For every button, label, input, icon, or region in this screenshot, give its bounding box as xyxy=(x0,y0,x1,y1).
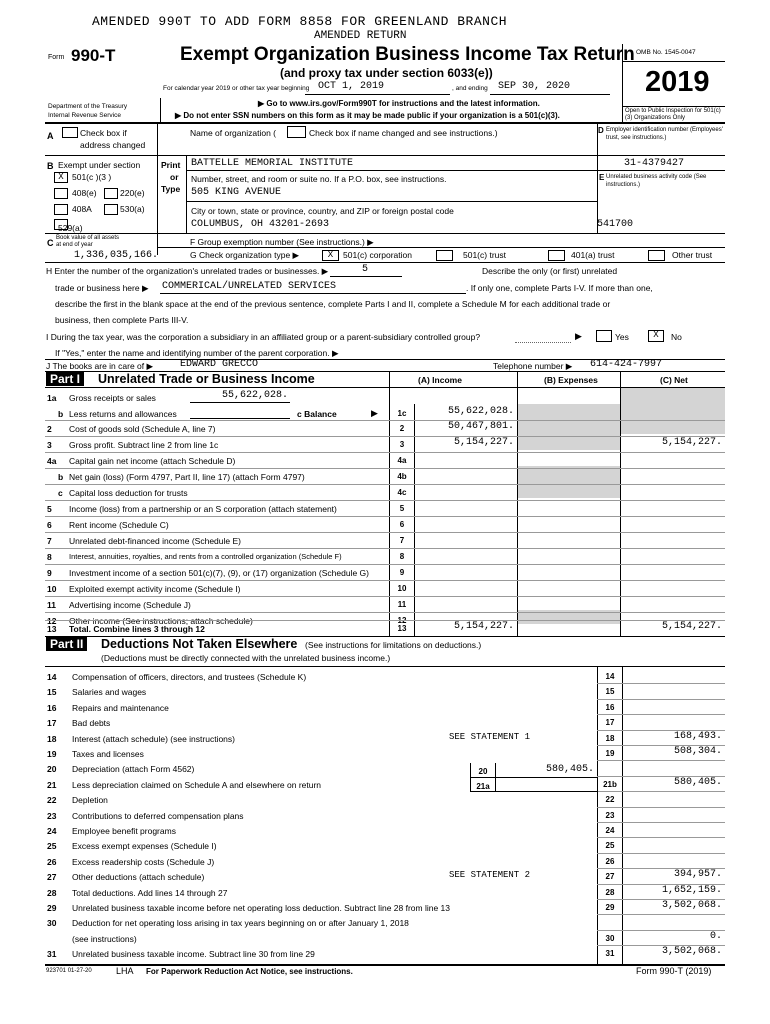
line-30-box: 30 xyxy=(605,933,615,943)
line-3-num: 3 xyxy=(47,440,52,450)
line-27-amount[interactable]: 394,957. xyxy=(673,869,722,881)
line-21b-box: 21b xyxy=(603,779,617,789)
line-8-text: Interest, annuities, royalties, and rents from a controlled organization (Schedule F) xyxy=(69,552,342,561)
line-5-text: Income (loss) from a partnership or an S corporation (attach statement) xyxy=(69,504,337,514)
exempt-under-text: Exempt under section xyxy=(58,160,141,170)
row-divider xyxy=(45,580,725,581)
line-row16-text: Deduction for net operating loss arising in tax years beginning on or after January 1, 2018 xyxy=(72,918,409,929)
line-7-num: 7 xyxy=(47,536,52,546)
line-11-box: 11 xyxy=(397,600,407,609)
form-number: 990-T xyxy=(71,46,116,65)
line-27-text: Other deductions (attach schedule) xyxy=(72,872,205,883)
telephone-value[interactable]: 614-424-7997 xyxy=(590,359,663,370)
activity-code-label: Unrelated business activity code (See instructions.) xyxy=(606,174,707,188)
print-label: Print xyxy=(161,160,181,170)
line-2-box: 2 xyxy=(399,424,405,433)
line-h-instructions: describe the first in the blank space at the end of the previous sentence, complete Parts I and II, complete a Schedule M for each additional trade or xyxy=(55,299,611,309)
part2-subtitle: (Deductions must be directly connected with the unrelated business income.) xyxy=(101,653,391,663)
row-divider xyxy=(597,853,725,854)
line-15-num: 15 xyxy=(47,687,57,698)
part2-title: Deductions Not Taken Elsewhere xyxy=(101,637,298,651)
line-row16-num: 30 xyxy=(47,918,57,929)
line-13-num: 13 xyxy=(47,624,57,634)
section-408e-checkbox[interactable] xyxy=(54,188,68,199)
part1-title: Unrelated Trade or Business Income xyxy=(98,372,315,386)
line-29-text: Unrelated business taxable income before net operating loss deduction. Subtract line 28 from line 13 xyxy=(72,903,451,913)
col-a-header: (A) Income xyxy=(418,375,462,385)
type-401a-trust-label: 401(a) trust xyxy=(571,250,615,260)
line-28-box: 28 xyxy=(605,887,615,897)
type-other-trust-checkbox[interactable] xyxy=(648,250,665,261)
line-13-income[interactable]: 5,154,227. xyxy=(453,621,514,632)
line-8-num: 8 xyxy=(47,552,52,562)
line-2-num: 2 xyxy=(47,424,52,434)
line-30-amount[interactable]: 0. xyxy=(709,930,722,942)
line-22-text: Depletion xyxy=(72,795,108,806)
line-27-box: 27 xyxy=(605,872,615,882)
line-12-box: 12 xyxy=(397,616,407,625)
section-501c-label: 501(c )(3 ) xyxy=(72,172,112,182)
line-26-box: 26 xyxy=(605,856,615,866)
line-9-num: 9 xyxy=(47,568,52,578)
line-16-box: 16 xyxy=(605,702,615,712)
row-divider xyxy=(45,420,725,421)
name-changed-text: Check box if name changed and see instructions.) xyxy=(309,128,498,138)
type-501c-trust-label: 501(c) trust xyxy=(463,250,506,260)
section-408e-label: 408(e) xyxy=(72,188,97,198)
open-to-public: Open to Public Inspection for 501(c)(3) Organizations Only xyxy=(625,108,721,121)
line-21b-amount[interactable]: 580,405. xyxy=(673,776,722,788)
balance-arrow-icon: ▶ xyxy=(371,408,378,418)
row-divider xyxy=(597,714,725,715)
street-value[interactable]: 505 KING AVENUE xyxy=(191,187,282,198)
line-row6-num: 20 xyxy=(47,764,57,775)
line-12-text: Other income (See instructions; attach schedule) xyxy=(69,616,253,626)
line-15-text: Salaries and wages xyxy=(72,687,147,698)
line-14-text: Compensation of officers, directors, and trustees (Schedule K) xyxy=(72,672,307,682)
line-row6-text: Depreciation (attach Form 4562) xyxy=(72,764,195,775)
col-c-header: (C) Net xyxy=(660,375,688,385)
footer-form-ref: Form 990-T (2019) xyxy=(636,966,712,976)
row-divider xyxy=(45,452,725,453)
line-31-text: Unrelated business taxable income. Subtract line 30 from line 29 xyxy=(72,949,315,960)
activity-code-value[interactable]: 541700 xyxy=(597,219,634,230)
line-23-box: 23 xyxy=(605,810,615,820)
row-divider xyxy=(45,500,725,501)
row-divider xyxy=(45,516,725,517)
line-11-text: Advertising income (Schedule J) xyxy=(69,600,191,610)
footer-lha: LHA xyxy=(116,966,134,976)
book-value-text1: Book value of all assets xyxy=(56,235,120,241)
row-divider xyxy=(45,612,725,613)
line-10-num: 10 xyxy=(47,584,57,594)
line-24-text: Employee benefit programs xyxy=(72,826,176,836)
line-i-arrow-icon: ▶ xyxy=(575,331,582,341)
goto-instructions: ▶ Go to www.irs.gov/Form990T for instructions and the latest information. xyxy=(258,99,540,108)
type-501c-corp-label: 501(c) corporation xyxy=(343,250,412,260)
line-b-label: B xyxy=(47,161,54,171)
irs: Internal Revenue Service xyxy=(48,112,121,119)
line-13-net[interactable]: 5,154,227. xyxy=(661,621,722,632)
line-i-text: I During the tax year, was the corporation a subsidiary in an affiliated group or a parent-subsidiary controlled group? xyxy=(46,332,481,342)
line-25-num: 25 xyxy=(47,841,57,852)
line-20-value[interactable]: 580,405. xyxy=(545,764,594,775)
line-15-box: 15 xyxy=(605,687,615,697)
line-1c-balance-label: c Balance xyxy=(297,409,337,419)
line-3-box: 3 xyxy=(399,440,405,449)
line-1b-num: b xyxy=(58,409,64,419)
line-2-text: Cost of goods sold (Schedule A, line 7) xyxy=(69,424,216,434)
line-8-box: 8 xyxy=(399,552,405,561)
line-h-value[interactable]: 5 xyxy=(362,264,369,275)
city-value[interactable]: COLUMBUS, OH 43201-2693 xyxy=(191,219,330,230)
line-i-no-checkbox[interactable]: X xyxy=(648,330,664,342)
line-4c-num: c xyxy=(58,488,63,498)
line-1b-text: Less returns and allowances xyxy=(69,409,177,419)
line-17-num: 17 xyxy=(47,718,57,729)
line-22-num: 22 xyxy=(47,795,57,806)
line-17-box: 17 xyxy=(605,718,615,728)
line-a-label: A xyxy=(47,131,54,141)
org-name-label: Name of organization ( xyxy=(190,128,276,138)
line-4a-box: 4a xyxy=(397,456,407,465)
form-word: Form xyxy=(48,54,65,61)
line-27-num: 27 xyxy=(47,872,57,883)
amended-banner: AMENDED 990T TO ADD FORM 8858 FOR GREENLAND BRANCH xyxy=(92,14,508,29)
section-220e-label: 220(e) xyxy=(120,188,145,198)
line-2-income[interactable]: 50,467,801. xyxy=(447,421,514,432)
line-23-num: 23 xyxy=(47,810,57,821)
line-12-num: 12 xyxy=(47,616,57,626)
department: Department of the Treasury xyxy=(48,103,128,110)
address-changed-text2: address changed xyxy=(80,140,146,150)
line-27-statement-ref: SEE STATEMENT 2 xyxy=(449,870,531,881)
line-e-label: E xyxy=(599,173,605,182)
line-19-text: Taxes and licenses xyxy=(72,749,144,759)
line-3-net[interactable]: 5,154,227. xyxy=(661,437,722,448)
line-c-label: C xyxy=(47,238,54,248)
row-divider xyxy=(45,532,725,533)
type-401a-trust-checkbox[interactable] xyxy=(548,250,565,261)
line-18-statement-ref: SEE STATEMENT 1 xyxy=(449,731,531,742)
line-21a-box: 21a xyxy=(476,782,490,791)
line-h-text: H Enter the number of the organization's unrelated trades or businesses. ▶ xyxy=(46,266,329,276)
line-19-box: 19 xyxy=(605,749,615,758)
begin-date: OCT 1, 2019 xyxy=(318,81,385,92)
line-i-yes-label: Yes xyxy=(615,332,629,342)
line-h-trade-value[interactable]: COMMERICAL/UNRELATED SERVICES xyxy=(162,281,337,292)
line-18-num: 18 xyxy=(47,733,57,744)
row-divider xyxy=(597,791,725,792)
line-5-box: 5 xyxy=(399,504,405,513)
address-changed-checkbox[interactable] xyxy=(62,127,78,138)
line-16-text: Repairs and maintenance xyxy=(72,702,169,713)
line-28-amount[interactable]: 1,652,159. xyxy=(661,884,722,896)
line-1a-num: 1a xyxy=(47,393,57,403)
name-changed-checkbox[interactable] xyxy=(287,126,306,138)
org-type-text: G Check organization type ▶ xyxy=(190,250,300,260)
line-11-num: 11 xyxy=(47,600,56,610)
row-divider xyxy=(597,822,725,823)
line-28-text: Total deductions. Add lines 14 through 27 xyxy=(72,887,228,898)
section-220e-checkbox[interactable] xyxy=(104,188,118,199)
line-1c-income[interactable]: 55,622,028. xyxy=(447,406,514,417)
line-29-box: 29 xyxy=(605,903,615,912)
end-date: SEP 30, 2020 xyxy=(498,81,571,92)
row-divider xyxy=(45,468,725,469)
row-divider xyxy=(45,548,725,549)
line-4a-num: 4a xyxy=(47,456,57,466)
line-25-box: 25 xyxy=(605,841,615,851)
line-4b-box: 4b xyxy=(397,472,407,481)
footer-paperwork-notice: For Paperwork Reduction Act Notice, see instructions. xyxy=(146,967,353,976)
part1-label: Part I xyxy=(46,372,84,386)
line-21b-num: 21 xyxy=(47,779,57,790)
calendar-year-text: For calendar year 2019 or other tax year beginning xyxy=(163,85,310,92)
col-b-header: (B) Expenses xyxy=(544,375,598,385)
line-31-num: 31 xyxy=(47,949,57,960)
line-3-income[interactable]: 5,154,227. xyxy=(453,437,514,448)
line-6-text: Rent income (Schedule C) xyxy=(69,520,169,530)
tax-year: 2019 xyxy=(645,66,710,98)
section-408a-label: 408A xyxy=(72,204,92,214)
line-4c-text: Capital loss deduction for trusts xyxy=(69,488,188,498)
row-divider xyxy=(597,683,725,684)
line-24-box: 24 xyxy=(605,826,615,835)
line-j-text: J The books are in care of ▶ xyxy=(46,361,154,371)
line-25-text: Excess exempt expenses (Schedule I) xyxy=(72,841,217,852)
type-501c-trust-checkbox[interactable] xyxy=(436,250,453,261)
line-4a-text: Capital gain net income (attach Schedule D) xyxy=(69,456,236,466)
line-9-text: Investment income of a section 501(c)(7), (9), or (17) organization (Schedule G) xyxy=(69,568,369,578)
line-13-box: 13 xyxy=(397,624,407,633)
line-29-amount[interactable]: 3,502,068. xyxy=(661,900,722,911)
city-label: City or town, state or province, country, and ZIP or foreign postal code xyxy=(191,206,454,216)
row-divider xyxy=(597,807,725,808)
line-i-if-yes: If "Yes," enter the name and identifying number of the parent corporation. ▶ xyxy=(55,348,339,358)
org-name-value[interactable]: BATTELLE MEMORIAL INSTITUTE xyxy=(191,158,354,169)
line-7-text: Unrelated debt-financed income (Schedule E) xyxy=(69,536,241,546)
type-other-trust-label: Other trust xyxy=(672,250,713,260)
line-3-text: Gross profit. Subtract line 2 from line 1c xyxy=(69,440,219,450)
line-14-box: 14 xyxy=(605,672,615,681)
section-530a-checkbox[interactable] xyxy=(104,204,118,215)
part2-label: Part II xyxy=(46,637,87,651)
omb-number: OMB No. 1545-0047 xyxy=(636,49,696,56)
line-24-num: 24 xyxy=(47,826,57,836)
ein-label: Employer identification number (Employees' trust, see instructions.) xyxy=(606,127,723,141)
footer-code: 923701 01-27-20 xyxy=(46,968,92,974)
line-26-num: 26 xyxy=(47,856,57,867)
line-6-box: 6 xyxy=(399,520,405,529)
address-changed-text1: Check box if xyxy=(80,128,127,138)
line-4b-num: b xyxy=(58,472,64,482)
books-in-care-of-value[interactable]: EDWARD GRECCO xyxy=(180,359,259,370)
book-value-text2: at end of year xyxy=(56,242,93,248)
ein-value[interactable]: 31-4379427 xyxy=(624,158,685,169)
form-subtitle: (and proxy tax under section 6033(e)) xyxy=(280,66,493,80)
line-6-num: 6 xyxy=(47,520,52,530)
line-4b-text: Net gain (loss) (Form 4797, Part II, line 17) (attach Form 4797) xyxy=(69,472,305,482)
group-exemption-text: F Group exemption number (See instructions.) ▶ xyxy=(190,237,374,247)
line-9-box: 9 xyxy=(399,568,405,577)
line-1c-box: 1c xyxy=(397,409,407,418)
line-4c-box: 4c xyxy=(397,488,407,497)
line-h-instructions2: business, then complete Parts III-V. xyxy=(55,315,189,325)
line-28-num: 28 xyxy=(47,887,57,898)
line-16-num: 16 xyxy=(47,702,57,713)
form-title: Exempt Organization Business Income Tax Return xyxy=(180,44,635,65)
line-19-num: 19 xyxy=(47,749,57,759)
line-31-amount[interactable]: 3,502,068. xyxy=(661,946,722,958)
line-18-amount[interactable]: 168,493. xyxy=(673,730,722,742)
and-ending-text: , and ending xyxy=(452,85,488,92)
row-divider xyxy=(597,760,725,761)
type-501c-corp-checkbox[interactable]: X xyxy=(322,250,339,261)
line-i-yes-checkbox[interactable] xyxy=(596,330,612,342)
line-21b-text: Less depreciation claimed on Schedule A and elsewhere on return xyxy=(72,779,322,790)
line-17-text: Bad debts xyxy=(72,718,111,729)
line-23-text: Contributions to deferred compensation plans xyxy=(72,810,244,821)
row-divider xyxy=(45,564,725,565)
row-divider xyxy=(597,914,725,915)
line-7-box: 7 xyxy=(399,536,405,545)
row-divider xyxy=(597,699,725,700)
section-408a-checkbox[interactable] xyxy=(54,204,68,215)
line-22-box: 22 xyxy=(605,795,615,805)
section-529a-label: 529(a) xyxy=(58,223,83,233)
row-divider xyxy=(597,837,725,838)
section-530a-label: 530(a) xyxy=(120,204,145,214)
type-label: Type xyxy=(161,184,181,194)
line-h-trade-label: trade or business here ▶ xyxy=(55,283,149,293)
line-18-text: Interest (attach schedule) (see instructions) xyxy=(72,733,235,744)
line-13-text: Total. Combine lines 3 through 12 xyxy=(69,624,205,634)
street-label: Number, street, and room or suite no. If a P.O. box, see instructions. xyxy=(191,174,447,184)
line-1a-text: Gross receipts or sales xyxy=(69,393,156,403)
or-label: or xyxy=(170,172,179,182)
line-5-num: 5 xyxy=(47,504,52,514)
line-1a-value[interactable]: 55,622,028. xyxy=(222,390,289,401)
line-26-text: Excess readership costs (Schedule J) xyxy=(72,856,215,867)
line-31-box: 31 xyxy=(605,949,615,959)
line-19-amount[interactable]: 508,304. xyxy=(673,746,722,757)
part2-title-note: (See instructions for limitations on deductions.) xyxy=(305,640,482,650)
row-divider xyxy=(45,484,725,485)
telephone-label: Telephone number ▶ xyxy=(493,361,573,371)
ssn-warning: ▶ Do not enter SSN numbers on this form as it may be made public if your organization is a 501(c)(3). xyxy=(175,111,560,120)
line-20-box: 20 xyxy=(478,767,488,776)
row-divider xyxy=(45,596,725,597)
section-501c-checkbox[interactable]: X xyxy=(54,172,68,183)
line-14-num: 14 xyxy=(47,672,57,682)
line-10-box: 10 xyxy=(397,584,407,593)
line-10-text: Exploited exempt activity income (Schedule I) xyxy=(69,584,241,594)
line-i-no-label: No xyxy=(671,332,682,342)
book-value-amount[interactable]: 1,336,035,166. xyxy=(74,250,159,261)
line-18-box: 18 xyxy=(605,733,615,743)
line-29-num: 29 xyxy=(47,903,57,913)
line-d-label: D xyxy=(598,126,604,135)
line-30-text: (see instructions) xyxy=(72,933,137,944)
line-h-describe: Describe the only (or first) unrelated xyxy=(482,266,618,276)
amended-return-label: AMENDED RETURN xyxy=(314,30,407,42)
line-h-only-one: . If only one, complete Parts I-V. If more than one, xyxy=(466,283,653,293)
